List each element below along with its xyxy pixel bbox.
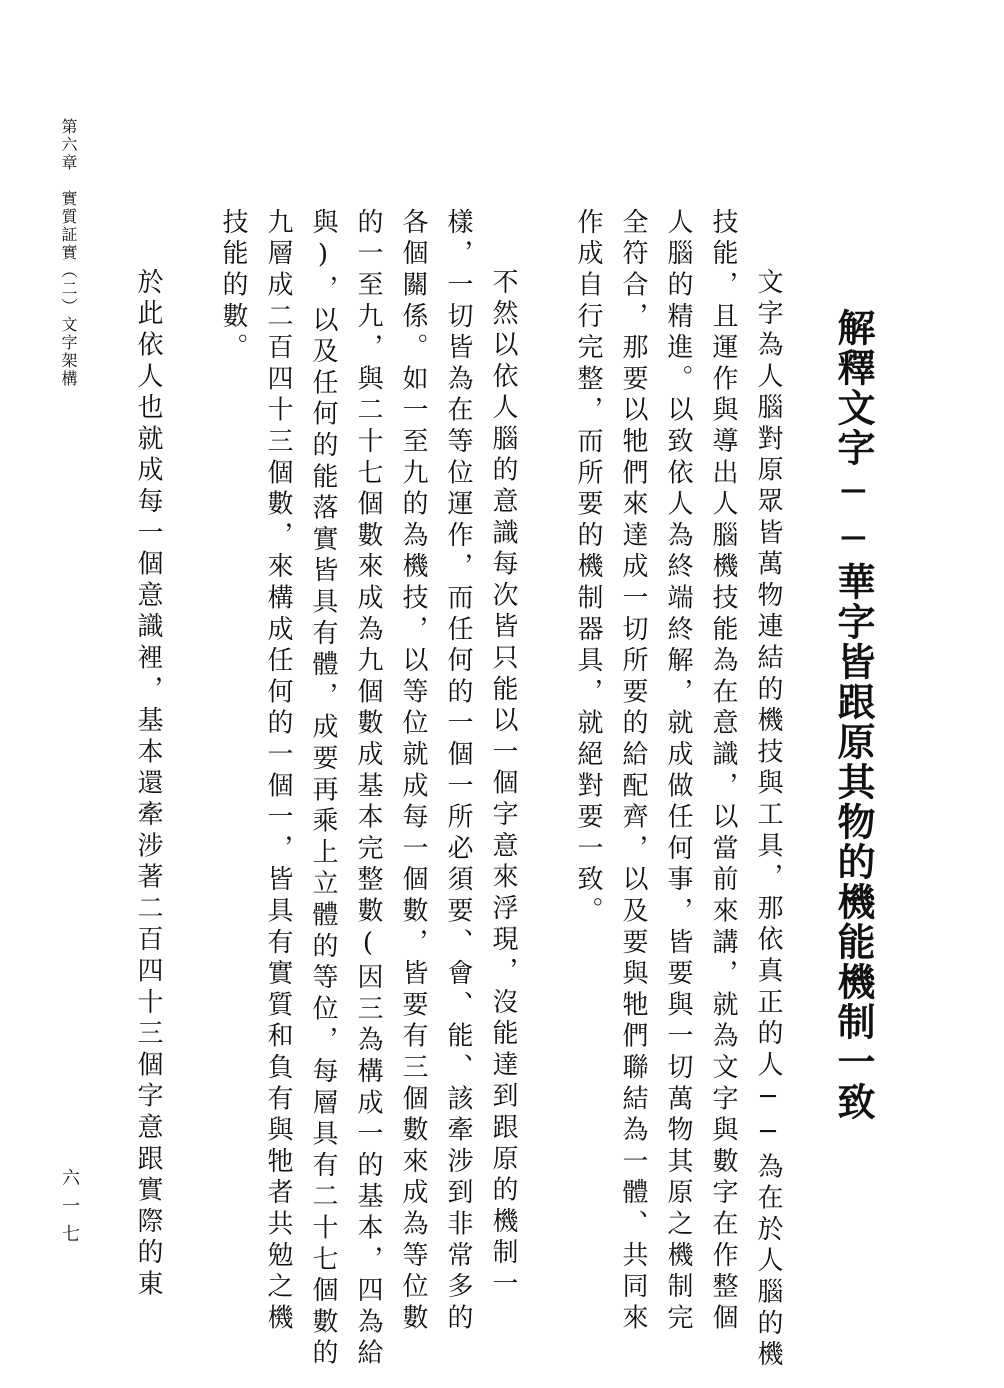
text-column: 不然以依人腦的意識每次皆只能以一個字意來浮現，沒能達到跟原的機制一 <box>488 268 518 1301</box>
text-column: 技能的數。 <box>218 208 248 365</box>
text-column: 文字為人腦對原眾皆萬物連結的機技與工具，那依真正的人──為在於人腦的機 <box>753 268 783 1372</box>
text-column: 全符合，那要以牠們來達成一切所要的給配齊，以及要與牠們聯結為一體、共同來 <box>618 208 648 1335</box>
text-column: 技能，且運作與導出人腦機技能為在意識，以當前來講，就為文字與數字在作整個 <box>708 208 738 1335</box>
page-number: 六一七 <box>59 1168 80 1252</box>
text-column: 的一至九，與二十七個數來成為九個數成基本完整數(因三為構成一的基本，四為給 <box>353 208 383 1371</box>
running-header: 第六章 實質証實（二）文字架構 <box>59 118 78 388</box>
text-column: 樣，一切皆為在等位運作，而任何的一個一所必須要、會、能、該牽涉到非常多的 <box>443 208 473 1335</box>
text-column: 各個關係。如一至九的為機技，以等位就成每一個數，皆要有三個數來成為等位數 <box>398 208 428 1335</box>
chapter-section-title: 解釋文字──華字皆跟原其物的機能機制一致 <box>831 308 876 1122</box>
text-column: 作成自行完整，而所要的機制器具，就絕對要一致。 <box>573 208 603 928</box>
text-column: 於此依人也就成每一個意識裡，基本還牽涉著二百四十三個字意跟實際的東 <box>133 268 163 1301</box>
text-column: 與)，以及任何的能落實皆具有體，成要再乘上立體的等位，每層具有二十七個數的 <box>308 208 338 1371</box>
text-column: 九層成二百四十三個數，來構成任何的一個一，皆具有實質和負有與牠者共勉之機 <box>263 208 293 1335</box>
text-column: 人腦的精進。以致依人為終端終解，就成做任何事，皆要與一切萬物其原之機制完 <box>663 208 693 1335</box>
